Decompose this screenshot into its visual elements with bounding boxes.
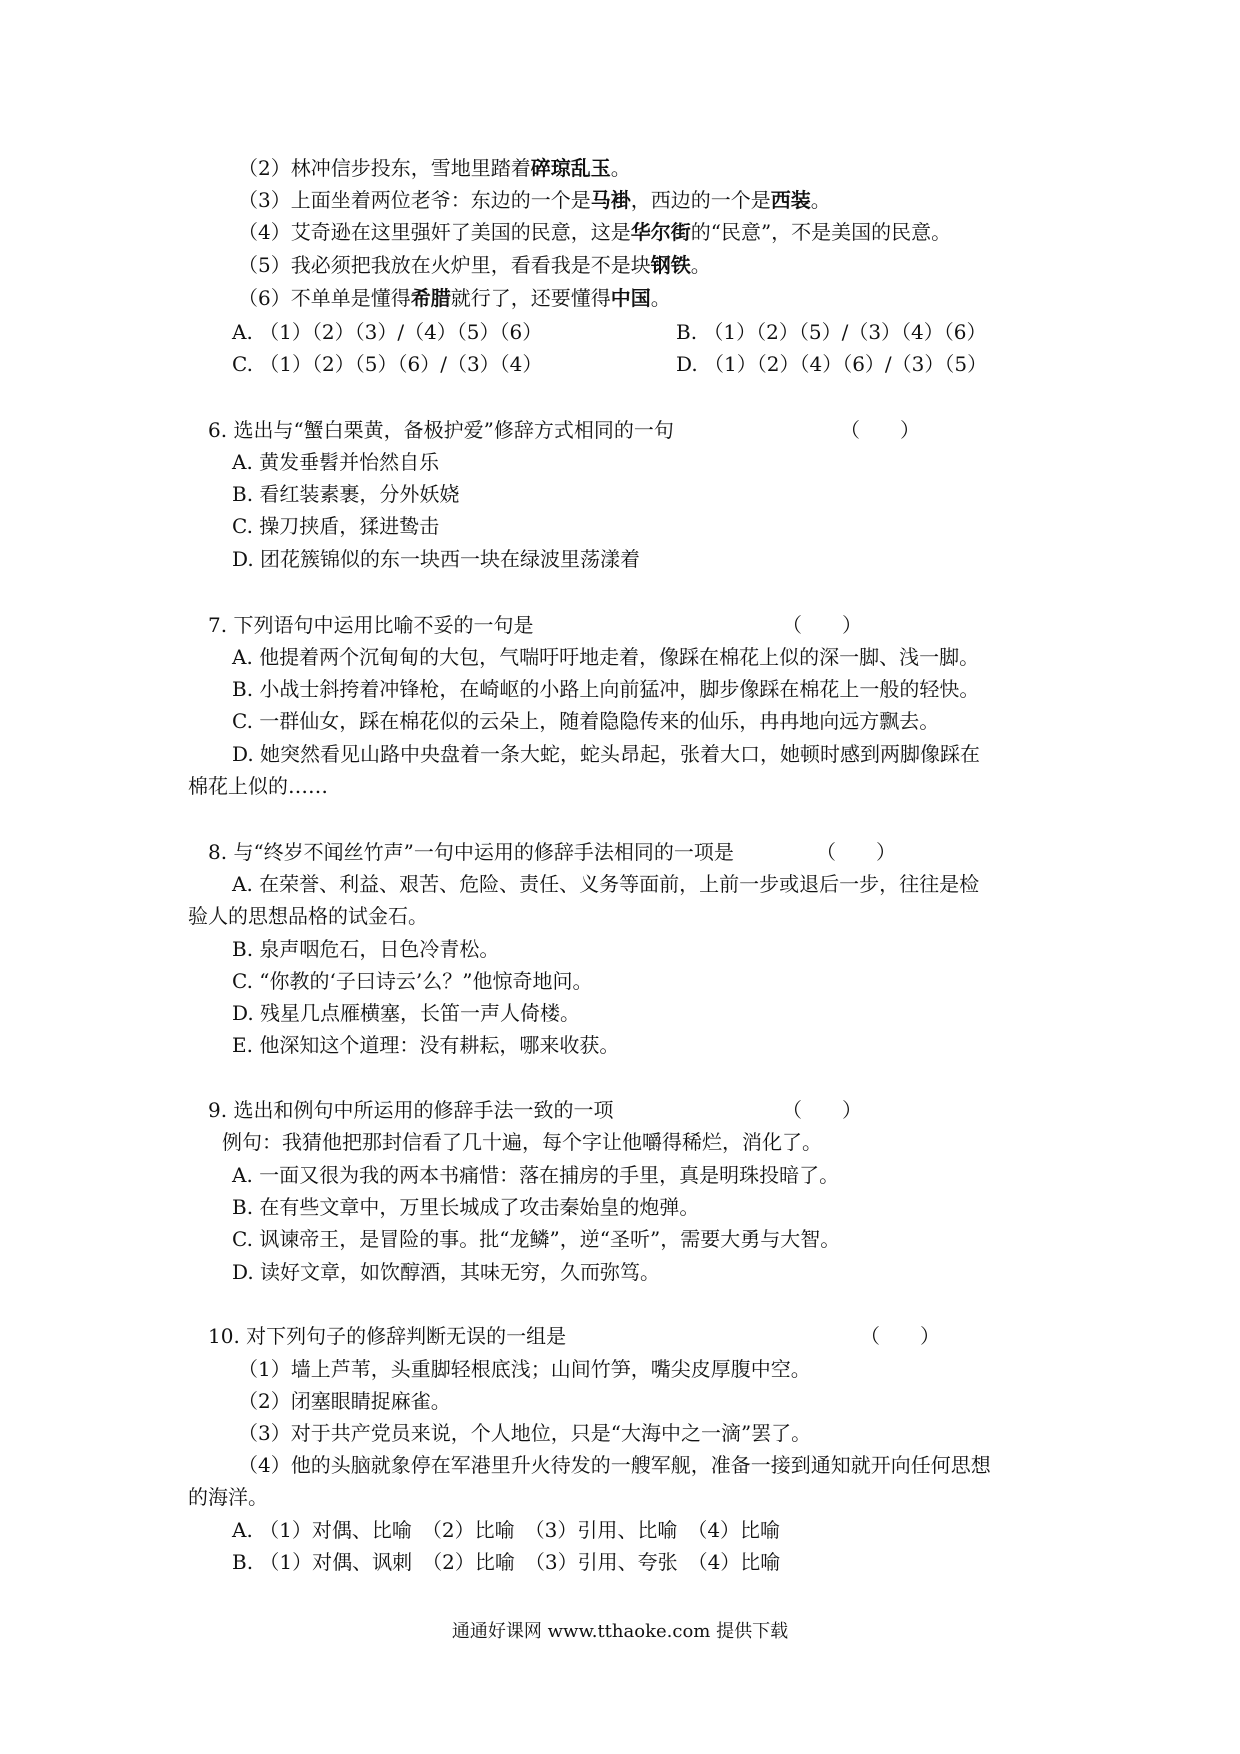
q5-item-5: （5）我必须把我放在火炉里，看看我是不是块钢铁。 [238,253,711,277]
q8-option-e: E. 他深知这个道理：没有耕耘，哪来收获。 [232,1033,620,1057]
q7-option-d-cont: 棉花上似的…… [188,774,328,798]
q9-answer-paren: （ ） [782,1098,862,1122]
q8-stem: 8. 与“终岁不闻丝竹声”一句中运用的修辞手法相同的一项是 [208,840,734,864]
q6-option-d: D. 团花簇锦似的东一块西一块在绿波里荡漾着 [232,547,641,571]
q10-item-4: （4）他的头脑就象停在军港里升火待发的一艘军舰，准备一接到通知就开向任何思想 [238,1453,991,1477]
q7-stem: 7. 下列语句中运用比喻不妥的一句是 [208,613,534,637]
q5-option-b: B. （1）（2）（5）/（3）（4）（6） [676,320,987,344]
q9-option-c: C. 讽谏帝王，是冒险的事。批“龙鳞”，逆“圣听”，需要大勇与大智。 [232,1227,841,1251]
q10-stem: 10. 对下列句子的修辞判断无误的一组是 [208,1324,567,1348]
q10-item-2: （2）闭塞眼睛捉麻雀。 [238,1389,451,1413]
q9-option-b: B. 在有些文章中，万里长城成了攻击秦始皇的炮弹。 [232,1195,700,1219]
q10-item-3: （3）对于共产党员来说，个人地位，只是“大海中之一滴”罢了。 [238,1421,812,1445]
q10-item-1: （1）墙上芦苇，头重脚轻根底浅；山间竹笋，嘴尖皮厚腹中空。 [238,1357,811,1381]
q8-option-a-cont: 验人的思想品格的试金石。 [188,904,428,928]
q9-option-a: A. 一面又很为我的两本书痛惜：落在捕房的手里，真是明珠投暗了。 [232,1163,840,1187]
q10-option-a: A. （1）对偶、比喻 （2）比喻 （3）引用、比喻 （4）比喻 [232,1518,781,1542]
q8-option-c: C. “你教的‘子曰诗云’么？”他惊奇地问。 [232,969,593,993]
q7-answer-paren: （ ） [782,613,862,637]
q5-option-a: A. （1）（2）（3）/（4）（5）（6） [232,320,543,344]
q8-option-a: A. 在荣誉、利益、艰苦、危险、责任、义务等面前，上前一步或退后一步，往往是检 [232,872,980,896]
q7-option-d: D. 她突然看见山路中央盘着一条大蛇，蛇头昂起，张着大口，她顿时感到两脚像踩在 [232,742,981,766]
page-footer: 通通好课网 www.tthaoke.com 提供下载 [451,1621,789,1642]
q5-item-3: （3）上面坐着两位老爷：东边的一个是马褂，西边的一个是西装。 [238,188,831,212]
q5-item-2: （2）林冲信步投东，雪地里踏着碎琼乱玉。 [238,156,631,180]
q8-option-b: B. 泉声咽危石，日色冷青松。 [232,937,500,961]
q10-option-b: B. （1）对偶、讽刺 （2）比喻 （3）引用、夸张 （4）比喻 [232,1550,781,1574]
q5-item-4: （4）艾奇逊在这里强奸了美国的民意，这是华尔街的“民意”，不是美国的民意。 [238,220,952,244]
q5-option-c: C. （1）（2）（5）（6）/（3）（4） [232,352,543,376]
q6-option-b: B. 看红装素裹，分外妖娆 [232,482,460,506]
q7-option-b: B. 小战士斜挎着冲锋枪，在崎岖的小路上向前猛冲，脚步像踩在棉花上一般的轻快。 [232,677,980,701]
q7-option-a: A. 他提着两个沉甸甸的大包，气喘吁吁地走着，像踩在棉花上似的深一脚、浅一脚。 [232,645,980,669]
q9-stem: 9. 选出和例句中所运用的修辞手法一致的一项 [208,1098,614,1122]
q10-answer-paren: （ ） [860,1324,940,1348]
q9-option-d: D. 读好文章，如饮醇酒，其味无穷，久而弥笃。 [232,1260,661,1284]
q6-stem: 6. 选出与“蟹白栗黄，备极护爱”修辞方式相同的一句 [208,418,674,442]
q8-option-d: D. 残星几点雁横塞，长笛一声人倚楼。 [232,1001,581,1025]
q6-option-c: C. 操刀挟盾，猱进鸷击 [232,514,440,538]
q6-option-a: A. 黄发垂髫并怡然自乐 [232,450,440,474]
q5-item-6: （6）不单单是懂得希腊就行了，还要懂得中国。 [238,286,671,310]
q5-option-d: D. （1）（2）（4）（6）/（3）（5） [676,352,988,376]
q6-answer-paren: （ ） [840,418,920,442]
q10-item-4-cont: 的海洋。 [188,1485,268,1509]
q9-example: 例句：我猜他把那封信看了几十遍，每个字让他嚼得稀烂，消化了。 [222,1130,822,1154]
q7-option-c: C. 一群仙女，踩在棉花似的云朵上，随着隐隐传来的仙乐，冉冉地向远方飘去。 [232,709,940,733]
q8-answer-paren: （ ） [816,840,896,864]
